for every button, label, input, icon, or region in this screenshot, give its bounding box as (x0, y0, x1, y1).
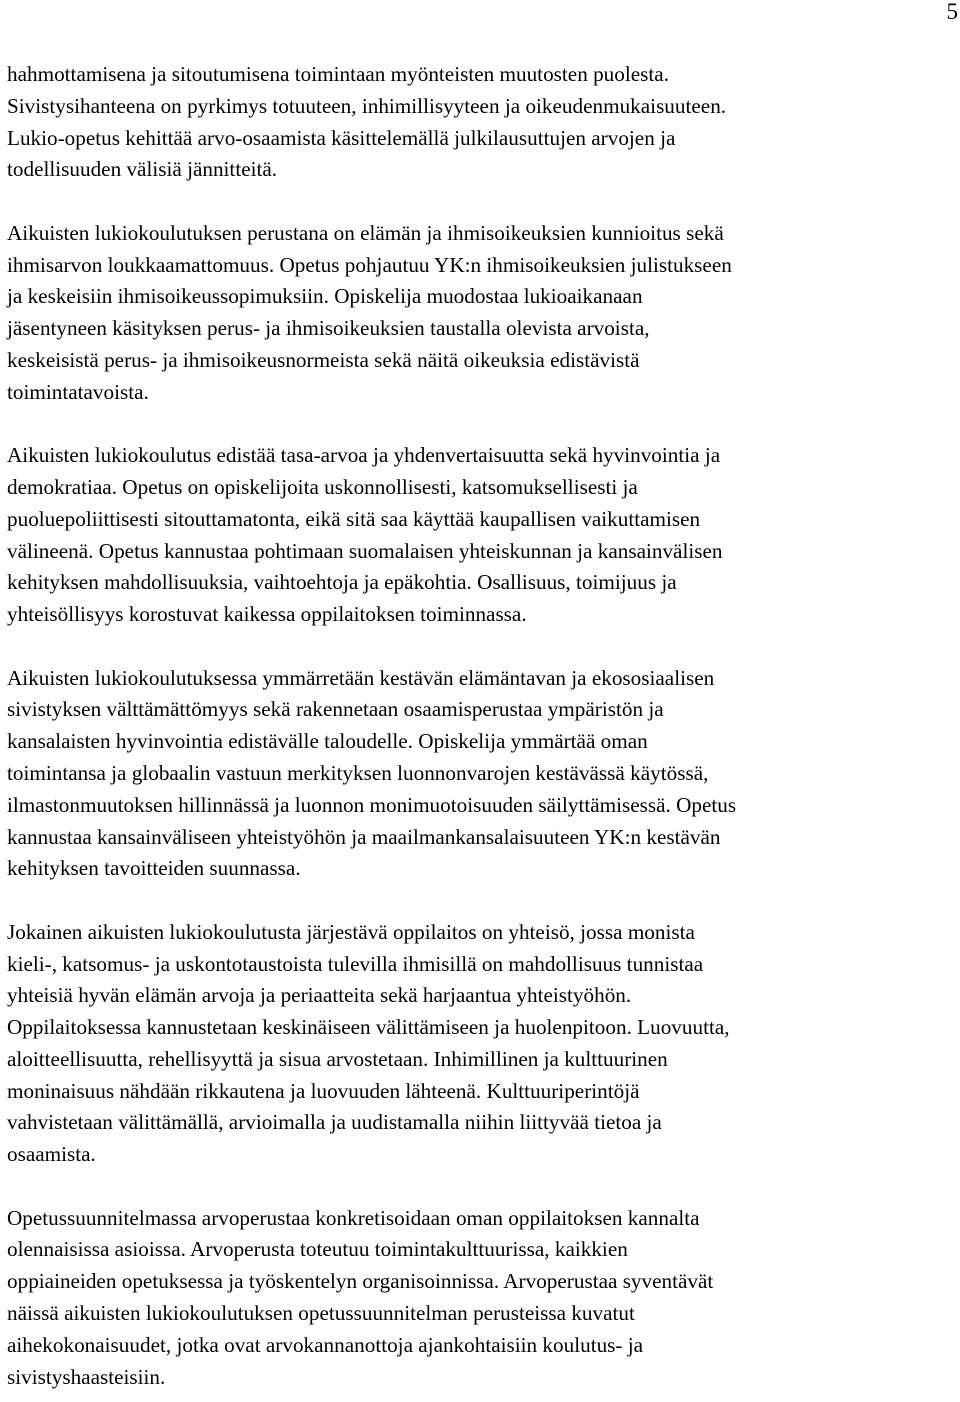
text-line: kehityksen tavoitteiden suunnassa. (7, 856, 301, 881)
paragraph-human-rights (7, 218, 952, 409)
text-line: ilmastonmuutoksen hillinnässä ja luonnon monimuotoisuuden säilyttämisessä. Opetus (7, 792, 737, 817)
text-line: toimintatavoista. (7, 379, 149, 404)
page-number: 5 (946, 0, 958, 24)
paragraph-sustainability (7, 663, 952, 886)
text-line: olennaisissa asioissa. Arvoperusta toteutuu toimintakulttuurissa, kaikkien (7, 1237, 628, 1262)
text-line: hahmottamisena ja sitoutumisena toimintaan myönteisten muutosten puolesta. (7, 62, 669, 86)
text-line: kansalaisten hyvinvointia edistävälle taloudelle. Opiskelija ymmärtää oman (7, 729, 648, 754)
text-line: aihekokonaisuudet, jotka ovat arvokannanottoja ajankohtaisiin koulutus- ja (7, 1332, 644, 1357)
text-line: oppiaineiden opetuksessa ja työskentelyn organisoinnissa. Arvoperustaa syventävät (7, 1269, 714, 1294)
text-line: keskeisistä perus- ja ihmisoikeusnormeista sekä näitä oikeuksia edistävistä (7, 347, 640, 372)
text-line: Sivistysihanteena on pyrkimys totuuteen, inhimillisyyteen ja oikeudenmukaisuuteen. (7, 93, 727, 118)
text-line: demokratiaa. Opetus on opiskelijoita uskonnollisesti, katsomuksellisesti ja (7, 474, 638, 499)
text-line: moninaisuus nähdään rikkautena ja luovuuden lähteenä. Kulttuuriperintöjä (7, 1078, 640, 1103)
text-line: yhteisiä hyvän elämän arvoja ja periaatteita sekä harjaantua yhteistyöhön. (7, 983, 632, 1008)
text-line: toimintansa ja globaalin vastuun merkityksen luonnonvarojen kestävässä käytössä, (7, 760, 709, 785)
paragraph-continuation (7, 59, 952, 186)
text-line: Jokainen aikuisten lukiokoulutusta järjestävä oppilaitos on yhteisö, jossa monista (7, 919, 695, 944)
text-line: ja keskeisiin ihmisoikeussopimuksiin. Opiskelija muodostaa lukioaikanaan (7, 284, 643, 309)
text-line: Lukio-opetus kehittää arvo-osaamista käsittelemällä julkilausuttujen arvojen ja (7, 125, 676, 150)
text-line: kannustaa kansainväliseen yhteistyöhön ja maailmankansalaisuuteen YK:n kestävän (7, 824, 721, 849)
text-line: vahvistetaan välittämällä, arvioimalla ja uudistamalla niihin liittyvää tietoa ja (7, 1110, 662, 1135)
text-line: Aikuisten lukiokoulutuksessa ymmärretään kestävän elämäntavan ja ekososiaalisen (7, 665, 715, 690)
text-line: Aikuisten lukiokoulutuksen perustana on elämän ja ihmisoikeuksien kunnioitus sekä (7, 220, 724, 245)
text-line: puoluepoliittisesti sitouttamatonta, eikä sitä saa käyttää kaupallisen vaikuttamisen (7, 506, 701, 531)
paragraph-curriculum (7, 1203, 952, 1394)
text-line: kieli-, katsomus- ja uskontotaustoista tulevilla ihmisillä on mahdollisuus tunnistaa (7, 951, 704, 976)
text-line: Oppilaitoksessa kannustetaan keskinäiseen välittämiseen ja huolenpitoon. Luovuutta, (7, 1015, 730, 1040)
text-line: Aikuisten lukiokoulutus edistää tasa-arvoa ja yhdenvertaisuutta sekä hyvinvointia ja (7, 443, 721, 468)
text-line: välineenä. Opetus kannustaa pohtimaan suomalaisen yhteiskunnan ja kansainvälisen (7, 538, 723, 563)
paragraph-equality-democracy (7, 440, 952, 631)
text-line: osaamista. (7, 1142, 96, 1167)
text-line: aloitteellisuutta, rehellisyyttä ja sisua arvostetaan. Inhimillinen ja kulttuurinen (7, 1046, 668, 1071)
text-line: Opetussuunnitelmassa arvoperustaa konkretisoidaan oman oppilaitoksen kannalta (7, 1205, 700, 1230)
text-line: todellisuuden välisiä jännitteitä. (7, 157, 278, 182)
text-line: sivistyshaasteisiin. (7, 1364, 166, 1389)
text-line: ihmisarvon loukkaamattomuus. Opetus pohjautuu YK:n ihmisoikeuksien julistukseen (7, 252, 732, 277)
text-line: näissä aikuisten lukiokoulutuksen opetussuunnitelman perusteissa kuvatut (7, 1301, 635, 1326)
page-body (7, 59, 952, 1393)
text-line: kehityksen mahdollisuuksia, vaihtoehtoja ja epäkohtia. Osallisuus, toimijuus ja (7, 570, 677, 595)
paragraph-community (7, 917, 952, 1171)
text-line: jäsentyneen käsityksen perus- ja ihmisoikeuksien taustalla olevista arvoista, (7, 316, 650, 341)
text-line: sivistyksen välttämättömyys sekä rakennetaan osaamisperustaa ympäristön ja (7, 697, 664, 722)
text-line: yhteisöllisyys korostuvat kaikessa oppilaitoksen toiminnassa. (7, 602, 527, 627)
